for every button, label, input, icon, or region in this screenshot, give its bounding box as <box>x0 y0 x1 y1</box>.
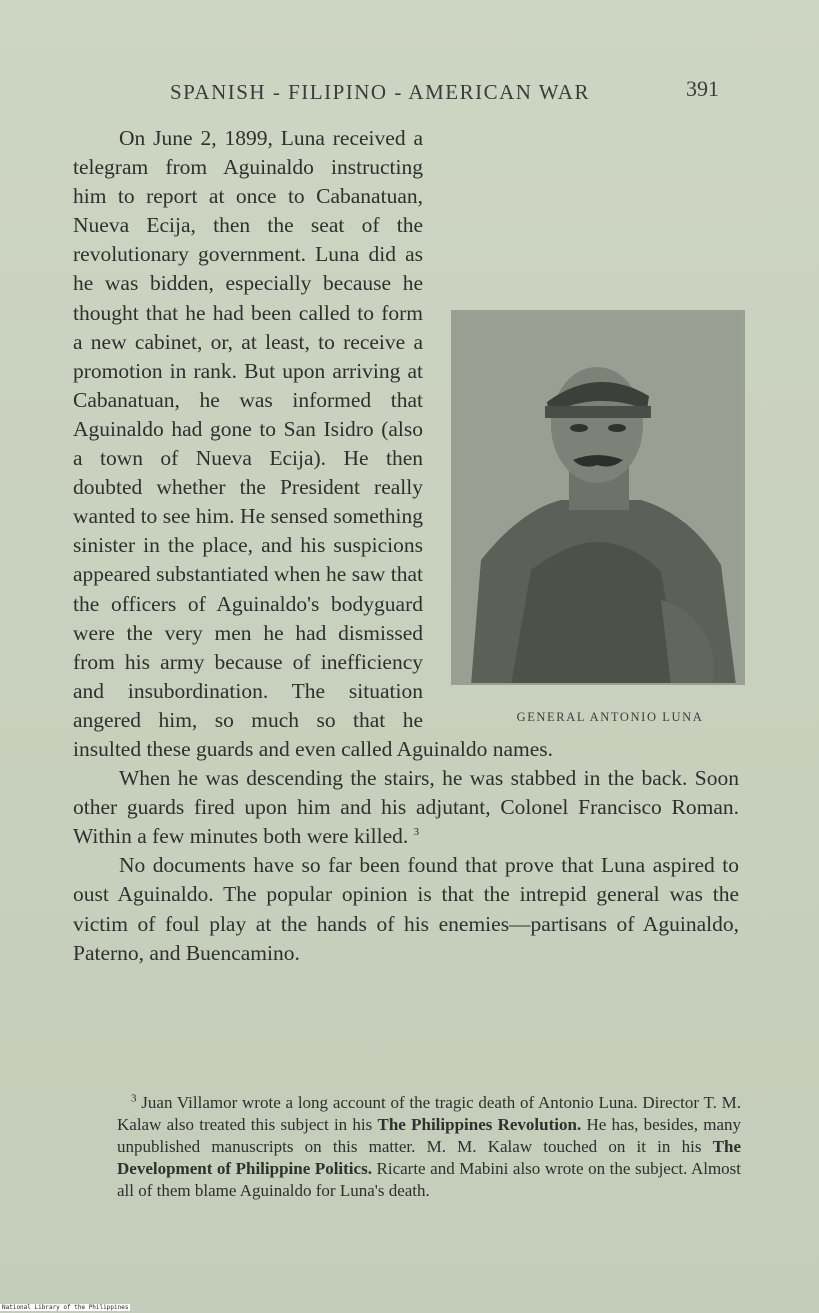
paragraph-1 <box>73 124 739 764</box>
portrait-photo <box>451 310 745 685</box>
portrait-illustration <box>451 310 745 685</box>
figure-caption: GENERAL ANTONIO LUNA <box>516 710 704 724</box>
footnote-3 <box>117 1092 741 1202</box>
portrait-figure <box>445 310 749 725</box>
paragraph-3-text: No documents have so far been found that prove that Luna aspired to oust Aguinaldo. The popular opinion is that the intrepid general was the victim of foul play at the hands of his enemies—partisans of Aguinaldo, Paterno, and Buencamino. <box>73 853 739 965</box>
paragraph-2 <box>73 764 739 851</box>
paragraph-3 <box>73 851 739 967</box>
footnotes <box>117 1092 741 1202</box>
body-text <box>73 124 739 968</box>
paragraph-1-text: On June 2, 1899, Luna received a telegram from Aguinaldo instructing him to report at once to Cabanatuan, Nueva Ecija, then the seat of the revolutionary government. Luna did as he was bidden, especially because he thought that he had been called to form a new cabinet, or, at least, to receive a promotion in rank. But upon arriving at Cabanatuan, he was informed that Aguinaldo had gone to San Isidro (also a town of Nueva Ecija). He then doubted whether the President really wanted to see him. He sensed something sinister in the place, and his suspicions appeared substantiated when he saw that the officers of Aguinaldo's bodyguard were the very men he had dismissed from his army because of inefficiency and insubordination. The situation angered him, so much so that he insulted these guards and even called Aguinaldo names. <box>73 126 554 761</box>
footnote-mark: 3 <box>131 1092 137 1105</box>
footnote-book-title-1: The Philippines Revolution. <box>377 1115 582 1134</box>
footnote-text-3: Ricarte and Mabini also wrote on the subject. Almost all of them blame Aguinaldo for Luna's death. <box>117 1159 742 1200</box>
footnote-text-2: He has, besides, many unpublished manuscripts on this matter. M. M. Kalaw touched on it in his <box>117 1115 741 1156</box>
footnote-book-title-2: The Development of Philippine Politics. <box>117 1137 742 1178</box>
page-number: 391 <box>686 76 719 101</box>
running-head: SPANISH - FILIPINO - AMERICAN WAR <box>170 80 590 104</box>
footnote-text-1: Juan Villamor wrote a long account of the tragic death of Antonio Luna. Director T. M. Kalaw also treated this subject in his <box>117 1093 742 1134</box>
footnote-reference: 3 <box>413 826 420 839</box>
library-watermark: National Library of the Philippines <box>2 1304 129 1311</box>
paragraph-2-text: When he was descending the stairs, he was stabbed in the back. Soon other guards fired upon him and his adjutant, Colonel Francisco Roman. Within a few minutes both were killed. <box>73 766 739 849</box>
